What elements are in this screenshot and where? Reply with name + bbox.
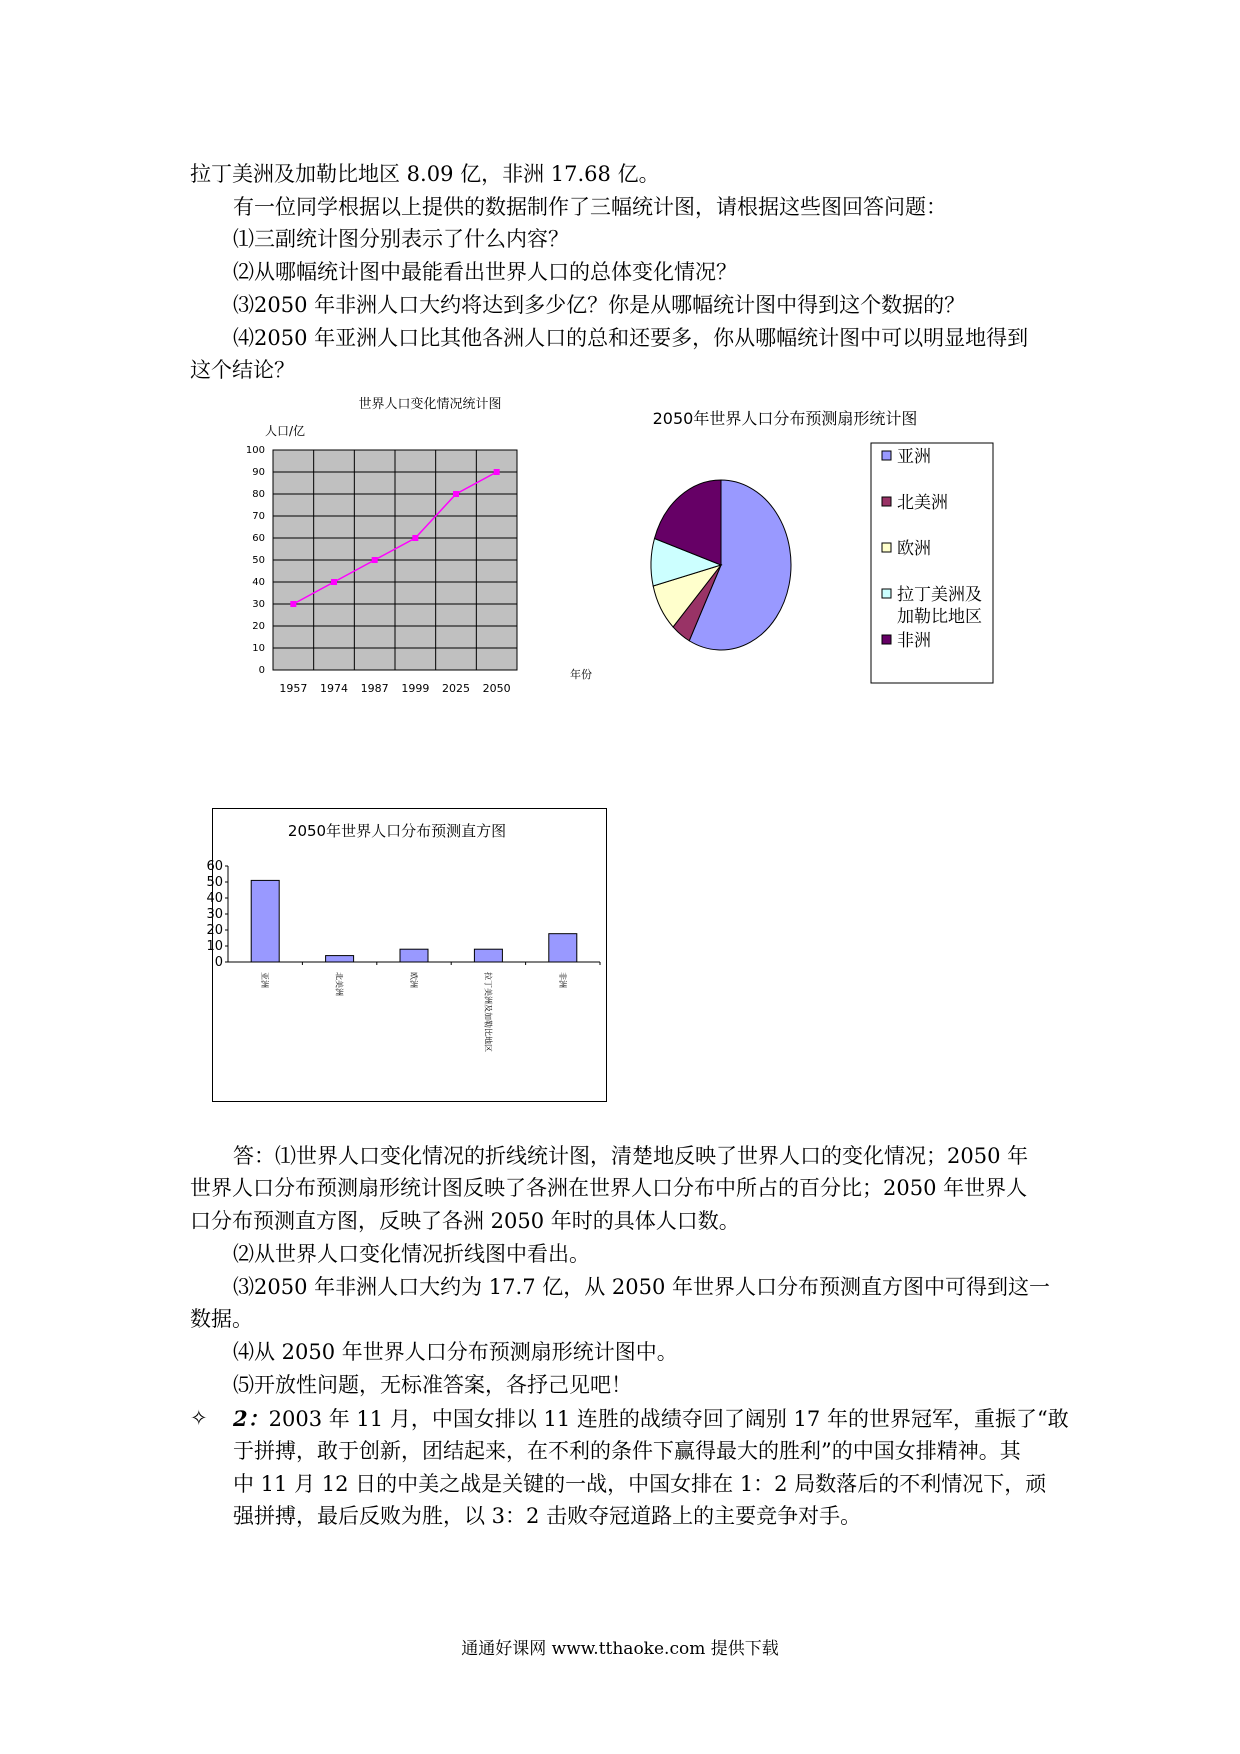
y-tick-label: 70: [252, 511, 265, 522]
legend-swatch: [882, 635, 891, 644]
legend-label: 亚洲: [897, 447, 931, 467]
answer-3: ⑶2050 年非洲人口大约为 17.7 亿，从 2050 年世界人口分布预测直方图中可得到这一: [233, 1275, 1051, 1299]
data-point: [290, 601, 296, 607]
question-2: ⑵从哪幅统计图中最能看出世界人口的总体变化情况？: [233, 260, 737, 284]
y-tick-label: 40: [206, 891, 223, 906]
line-chart-title: 世界人口变化情况统计图: [358, 397, 502, 412]
data-point: [494, 469, 500, 475]
y-tick-label: 0: [258, 665, 265, 676]
y-tick-label: 30: [252, 599, 265, 610]
pie-chart: [640, 395, 1010, 695]
x-tick-label: 北美洲: [334, 972, 344, 996]
legend-swatch: [882, 543, 891, 552]
problem-2-first-line: [233, 1402, 1069, 1436]
data-point: [453, 491, 459, 497]
y-tick-label: 20: [252, 621, 265, 632]
problem-2-text: 于拼搏，敢于创新，团结起来，在不利的条件下赢得最大的胜利”的中国女排精神。其: [233, 1439, 1021, 1463]
answer-5: ⑸开放性问题，无标准答案，各抒己见吧！: [233, 1373, 632, 1397]
pie-chart-title: 2050年世界人口分布预测扇形统计图: [652, 409, 918, 428]
line-chart-xlabel: 年份: [570, 668, 592, 681]
legend-label: 加勒比地区: [897, 607, 982, 627]
y-tick-label: 80: [252, 489, 265, 500]
page-footer: 通通好课网 www.tthaoke.com 提供下载: [461, 1639, 779, 1659]
legend-label: 非洲: [897, 631, 931, 651]
answer-2: ⑵从世界人口变化情况折线图中看出。: [233, 1242, 590, 1266]
legend-label: 拉丁美洲及: [897, 585, 982, 605]
y-tick-label: 30: [206, 907, 223, 922]
bar: [474, 949, 502, 962]
bar: [326, 956, 354, 962]
x-tick-label: 2025: [442, 682, 470, 695]
x-tick-label: 1987: [360, 682, 389, 695]
bar-chart-title: 2050年世界人口分布预测直方图: [287, 822, 507, 840]
bar: [251, 880, 279, 962]
bar-chart: [206, 808, 608, 1104]
legend-swatch: [882, 589, 891, 598]
x-tick-label: 1999: [401, 682, 430, 695]
answer-1-cont: 世界人口分布预测扇形统计图反映了各洲在世界人口分布中所占的百分比；2050 年世界人: [190, 1176, 1028, 1200]
pie-legend-box: [871, 443, 993, 683]
x-tick-label: 非洲: [557, 972, 567, 988]
problem-2-text: 强拼搏，最后反败为胜，以 3：2 击败夺冠道路上的主要竞争对手。: [233, 1504, 862, 1528]
line-chart: [245, 385, 605, 705]
data-point: [372, 557, 378, 563]
answer-4: ⑷从 2050 年世界人口分布预测扇形统计图中。: [233, 1340, 678, 1364]
y-tick-label: 0: [214, 955, 223, 970]
y-tick-label: 60: [252, 533, 265, 544]
problem-2-text: 中 11 月 12 日的中美之战是关键的一战，中国女排在 1：2 局数落后的不利情况下，顽: [233, 1472, 1047, 1496]
question-3: ⑶2050 年非洲人口大约将达到多少亿？你是从哪幅统计图中得到这个数据的？: [233, 293, 966, 317]
y-tick-label: 40: [252, 577, 265, 588]
question-4: ⑷2050 年亚洲人口比其他各洲人口的总和还要多，你从哪幅统计图中可以明显地得到: [233, 326, 1029, 350]
y-tick-label: 10: [206, 939, 223, 954]
legend-swatch: [882, 451, 891, 460]
legend-swatch: [882, 497, 891, 506]
y-tick-label: 60: [206, 859, 223, 874]
bar: [400, 949, 428, 962]
problem-2-number: 2：: [233, 1406, 269, 1431]
problem-2-bullet: ✧: [190, 1406, 208, 1430]
text-line: 拉丁美洲及加勒比地区 8.09 亿，非洲 17.68 亿。: [190, 162, 660, 186]
y-tick-label: 20: [206, 923, 223, 938]
y-tick-label: 50: [252, 555, 265, 566]
answer-1-cont: 口分布预测直方图，反映了各洲 2050 年时的具体人口数。: [190, 1209, 740, 1233]
answer-3-cont: 数据。: [190, 1307, 253, 1331]
y-tick-label: 10: [252, 643, 265, 654]
question-1: ⑴三副统计图分别表示了什么内容？: [233, 227, 569, 251]
y-tick-label: 100: [245, 445, 265, 456]
y-tick-label: 90: [252, 467, 265, 478]
x-tick-label: 拉丁美洲及加勒比地区: [483, 972, 493, 1052]
data-point: [412, 535, 418, 541]
x-tick-label: 1974: [320, 682, 348, 695]
y-tick-label: 50: [206, 875, 223, 890]
x-tick-label: 欧洲: [409, 972, 418, 988]
legend-label: 欧洲: [897, 539, 931, 559]
question-4-cont: 这个结论？: [190, 358, 295, 382]
bar: [549, 934, 577, 962]
data-point: [331, 579, 337, 585]
legend-label: 北美洲: [897, 493, 948, 513]
x-tick-label: 2050: [482, 682, 511, 695]
problem-2-text: 2003 年 11 月，中国女排以 11 连胜的战绩夺回了阔别 17 年的世界冠军，重振了“敢: [268, 1407, 1069, 1431]
answer-1: 答：⑴世界人口变化情况的折线统计图，清楚地反映了世界人口的变化情况；2050 年: [233, 1144, 1029, 1168]
x-tick-label: 1957: [279, 682, 308, 695]
line-chart-ylabel: 人口/亿: [265, 424, 306, 438]
x-tick-label: 亚洲: [260, 972, 270, 988]
text-line: 有一位同学根据以上提供的数据制作了三幅统计图，请根据这些图回答问题：: [233, 195, 947, 219]
